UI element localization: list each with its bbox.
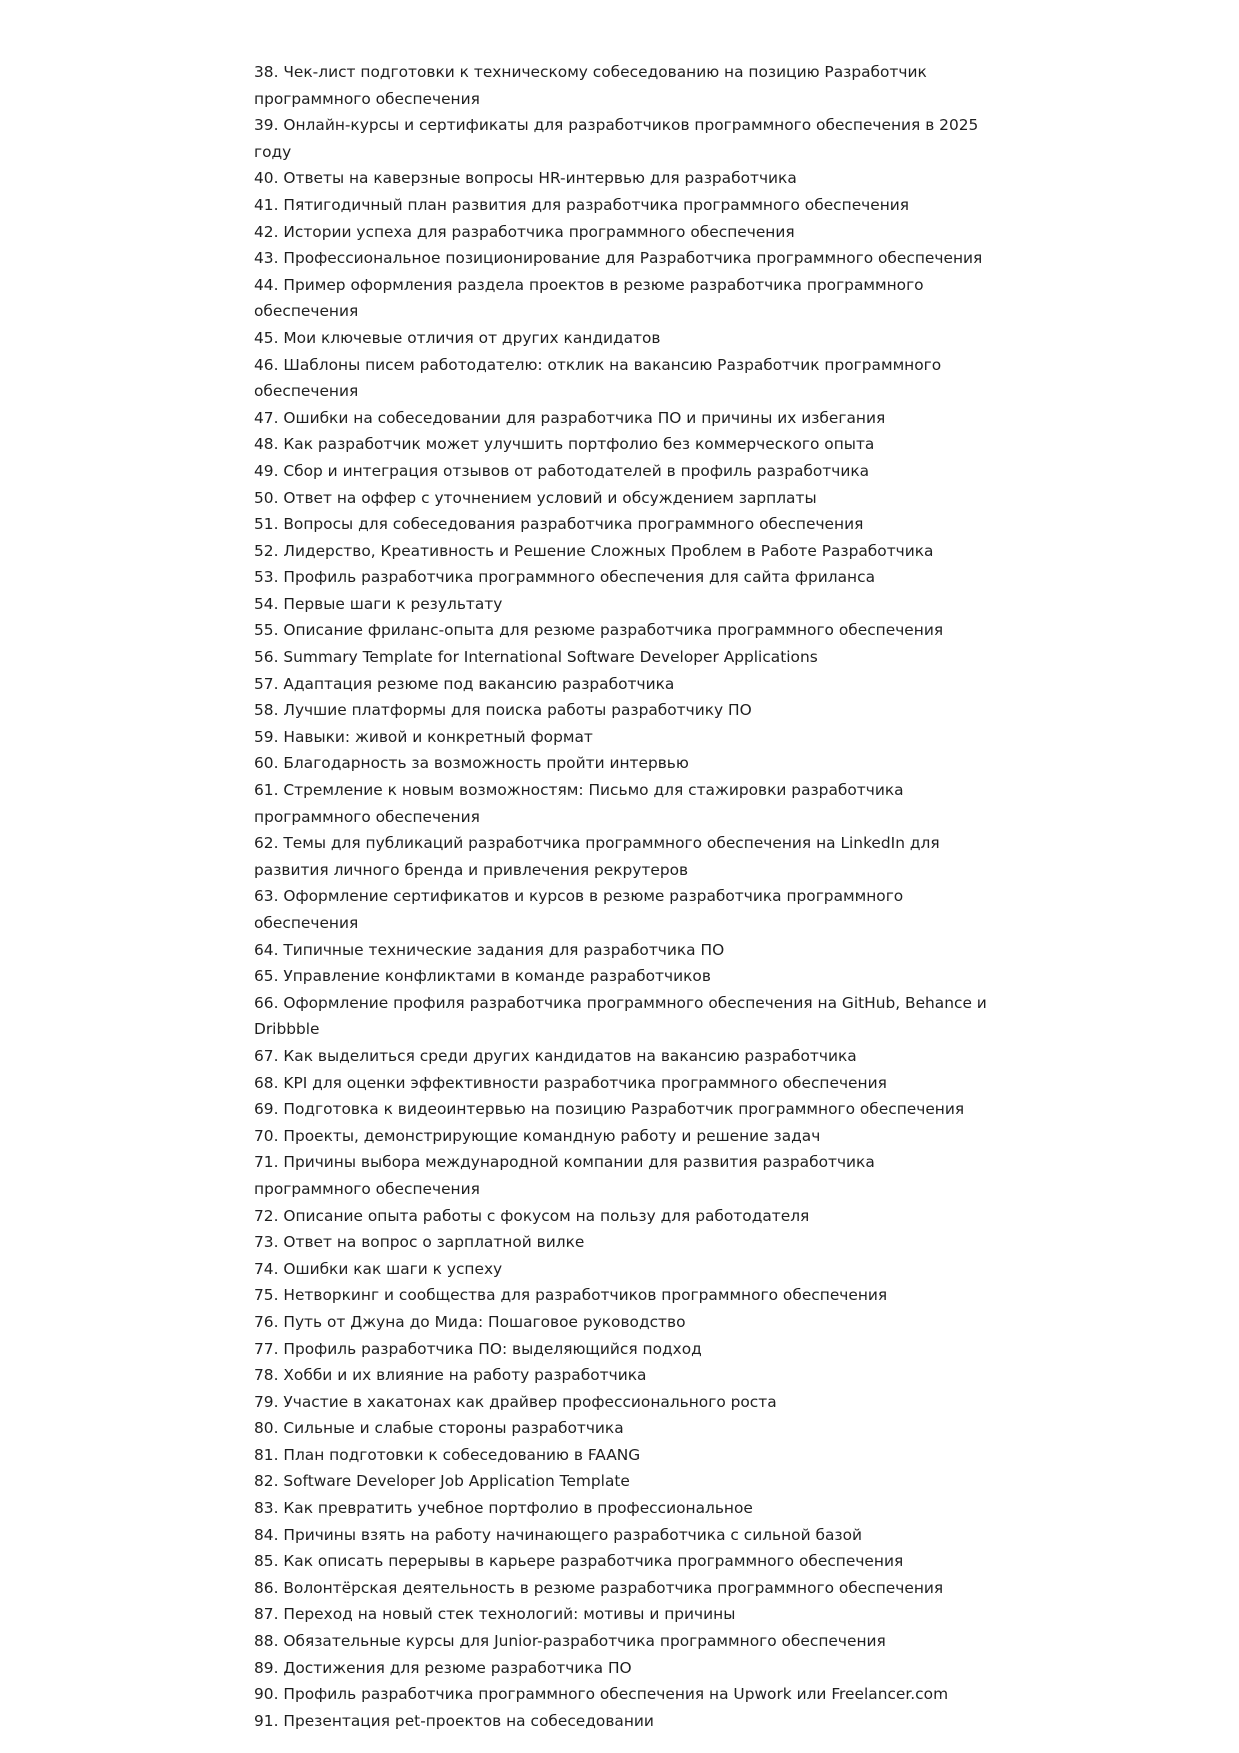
list-item: 57. Адаптация резюме под вакансию разработчика	[254, 674, 675, 693]
list-item: 91. Презентация pet-проектов на собеседовании	[254, 1711, 654, 1730]
list-item: 85. Как описать перерывы в карьере разработчика программного обеспечения	[254, 1552, 904, 1571]
list-item: 47. Ошибки на собеседовании для разработчика ПО и причины их избегания	[254, 408, 886, 427]
list-item: 64. Типичные технические задания для разработчика ПО	[254, 940, 725, 959]
list-item: 39. Онлайн-курсы и сертификаты для разработчиков программного обеспечения в 2025 году	[254, 116, 979, 161]
list-item: 77. Профиль разработчика ПО: выделяющийся подход	[254, 1339, 702, 1358]
list-item: 73. Ответ на вопрос о зарплатной вилке	[254, 1233, 585, 1252]
list-item: 90. Профиль разработчика программного обеспечения на Upwork или Freelancer.com	[254, 1685, 949, 1704]
list-item: 42. Истории успеха для разработчика программного обеспечения	[254, 222, 795, 241]
list-item: 53. Профиль разработчика программного обеспечения для сайта фриланса	[254, 568, 876, 587]
list-item: 38. Чек-лист подготовки к техническому собеседованию на позицию Разработчик программного обеспечения	[254, 63, 927, 108]
list-item: 62. Темы для публикаций разработчика программного обеспечения на LinkedIn для развития личного бренда и привлечения рекрутеров	[254, 834, 940, 879]
list-item: 45. Мои ключевые отличия от других кандидатов	[254, 328, 661, 347]
list-item: 86. Волонтёрская деятельность в резюме разработчика программного обеспечения	[254, 1578, 944, 1597]
list-item: 72. Описание опыта работы с фокусом на пользу для работодателя	[254, 1206, 810, 1225]
list-item: 80. Сильные и слабые стороны разработчика	[254, 1419, 624, 1438]
list-item: 87. Переход на новый стек технологий: мотивы и причины	[254, 1605, 736, 1624]
list-item: 58. Лучшие платформы для поиска работы разработчику ПО	[254, 701, 752, 720]
list-item: 81. План подготовки к собеседованию в FAANG	[254, 1445, 641, 1464]
list-item: 43. Профессиональное позиционирование для Разработчика программного обеспечения	[254, 249, 983, 268]
list-item: 66. Оформление профиля разработчика программного обеспечения на GitHub, Behance и Dribbble	[254, 993, 987, 1039]
list-item: 46. Шаблоны писем работодателю: отклик на вакансию Разработчик программного обеспечения	[254, 355, 942, 401]
list-item: 79. Участие в хакатонах как драйвер профессионального роста	[254, 1392, 777, 1411]
list-item: 61. Стремление к новым возможностям: Письмо для стажировки разработчика программного обеспечения	[254, 781, 904, 826]
list-item: 65. Управление конфликтами в команде разработчиков	[254, 967, 711, 986]
list-item: 40. Ответы на каверзные вопросы HR-интервью для разработчика	[254, 169, 797, 188]
list-item: 41. Пятигодичный план развития для разработчика программного обеспечения	[254, 195, 910, 214]
list-item: 54. Первые шаги к результату	[254, 594, 503, 613]
list-item: 74. Ошибки как шаги к успеху	[254, 1259, 503, 1278]
list-item: 89. Достижения для резюме разработчика ПО	[254, 1658, 632, 1677]
list-item: 76. Путь от Джуна до Мида: Пошаговое руководство	[254, 1312, 686, 1331]
list-item: 44. Пример оформления раздела проектов в резюме разработчика программного обеспечения	[254, 275, 924, 321]
list-item: 71. Причины выбора международной компании для развития разработчика программного обеспечения	[254, 1153, 875, 1198]
list-item: 69. Подготовка к видеоинтервью на позицию Разработчик программного обеспечения	[254, 1100, 965, 1119]
list-item: 49. Сбор и интеграция отзывов от работодателей в профиль разработчика	[254, 461, 870, 480]
list-item: 68. KPI для оценки эффективности разработчика программного обеспечения	[254, 1073, 887, 1092]
list-item: 83. Как превратить учебное портфолио в профессиональное	[254, 1499, 753, 1518]
list-item: 51. Вопросы для собеседования разработчика программного обеспечения	[254, 515, 864, 534]
list-item: 55. Описание фриланс-опыта для резюме разработчика программного обеспечения	[254, 621, 944, 640]
list-item: 48. Как разработчик может улучшить портфолио без коммерческого опыта	[254, 435, 875, 454]
list-item: 67. Как выделиться среди других кандидатов на вакансию разработчика	[254, 1046, 857, 1065]
list-item: 63. Оформление сертификатов и курсов в резюме разработчика программного обеспечения	[254, 887, 904, 932]
list-item: 60. Благодарность за возможность пройти интервью	[254, 754, 689, 773]
list-item: 59. Навыки: живой и конкретный формат	[254, 727, 593, 746]
list-item: 56. Summary Template for International Software Developer Applications	[254, 648, 818, 667]
list-item: 84. Причины взять на работу начинающего разработчика с сильной базой	[254, 1525, 863, 1544]
list-item: 82. Software Developer Job Application Template	[254, 1472, 630, 1491]
list-item: 70. Проекты, демонстрирующие командную работу и решение задач	[254, 1126, 821, 1145]
list-item: 50. Ответ на оффер с уточнением условий и обсуждением зарплаты	[254, 488, 817, 507]
list-item: 75. Нетворкинг и сообщества для разработчиков программного обеспечения	[254, 1286, 888, 1305]
list-item: 78. Хобби и их влияние на работу разработчика	[254, 1366, 647, 1385]
contents-list	[254, 59, 994, 1734]
list-item: 52. Лидерство, Креативность и Решение Сложных Проблем в Работе Разработчика	[254, 541, 934, 560]
list-item: 88. Обязательные курсы для Junior-разработчика программного обеспечения	[254, 1632, 886, 1651]
